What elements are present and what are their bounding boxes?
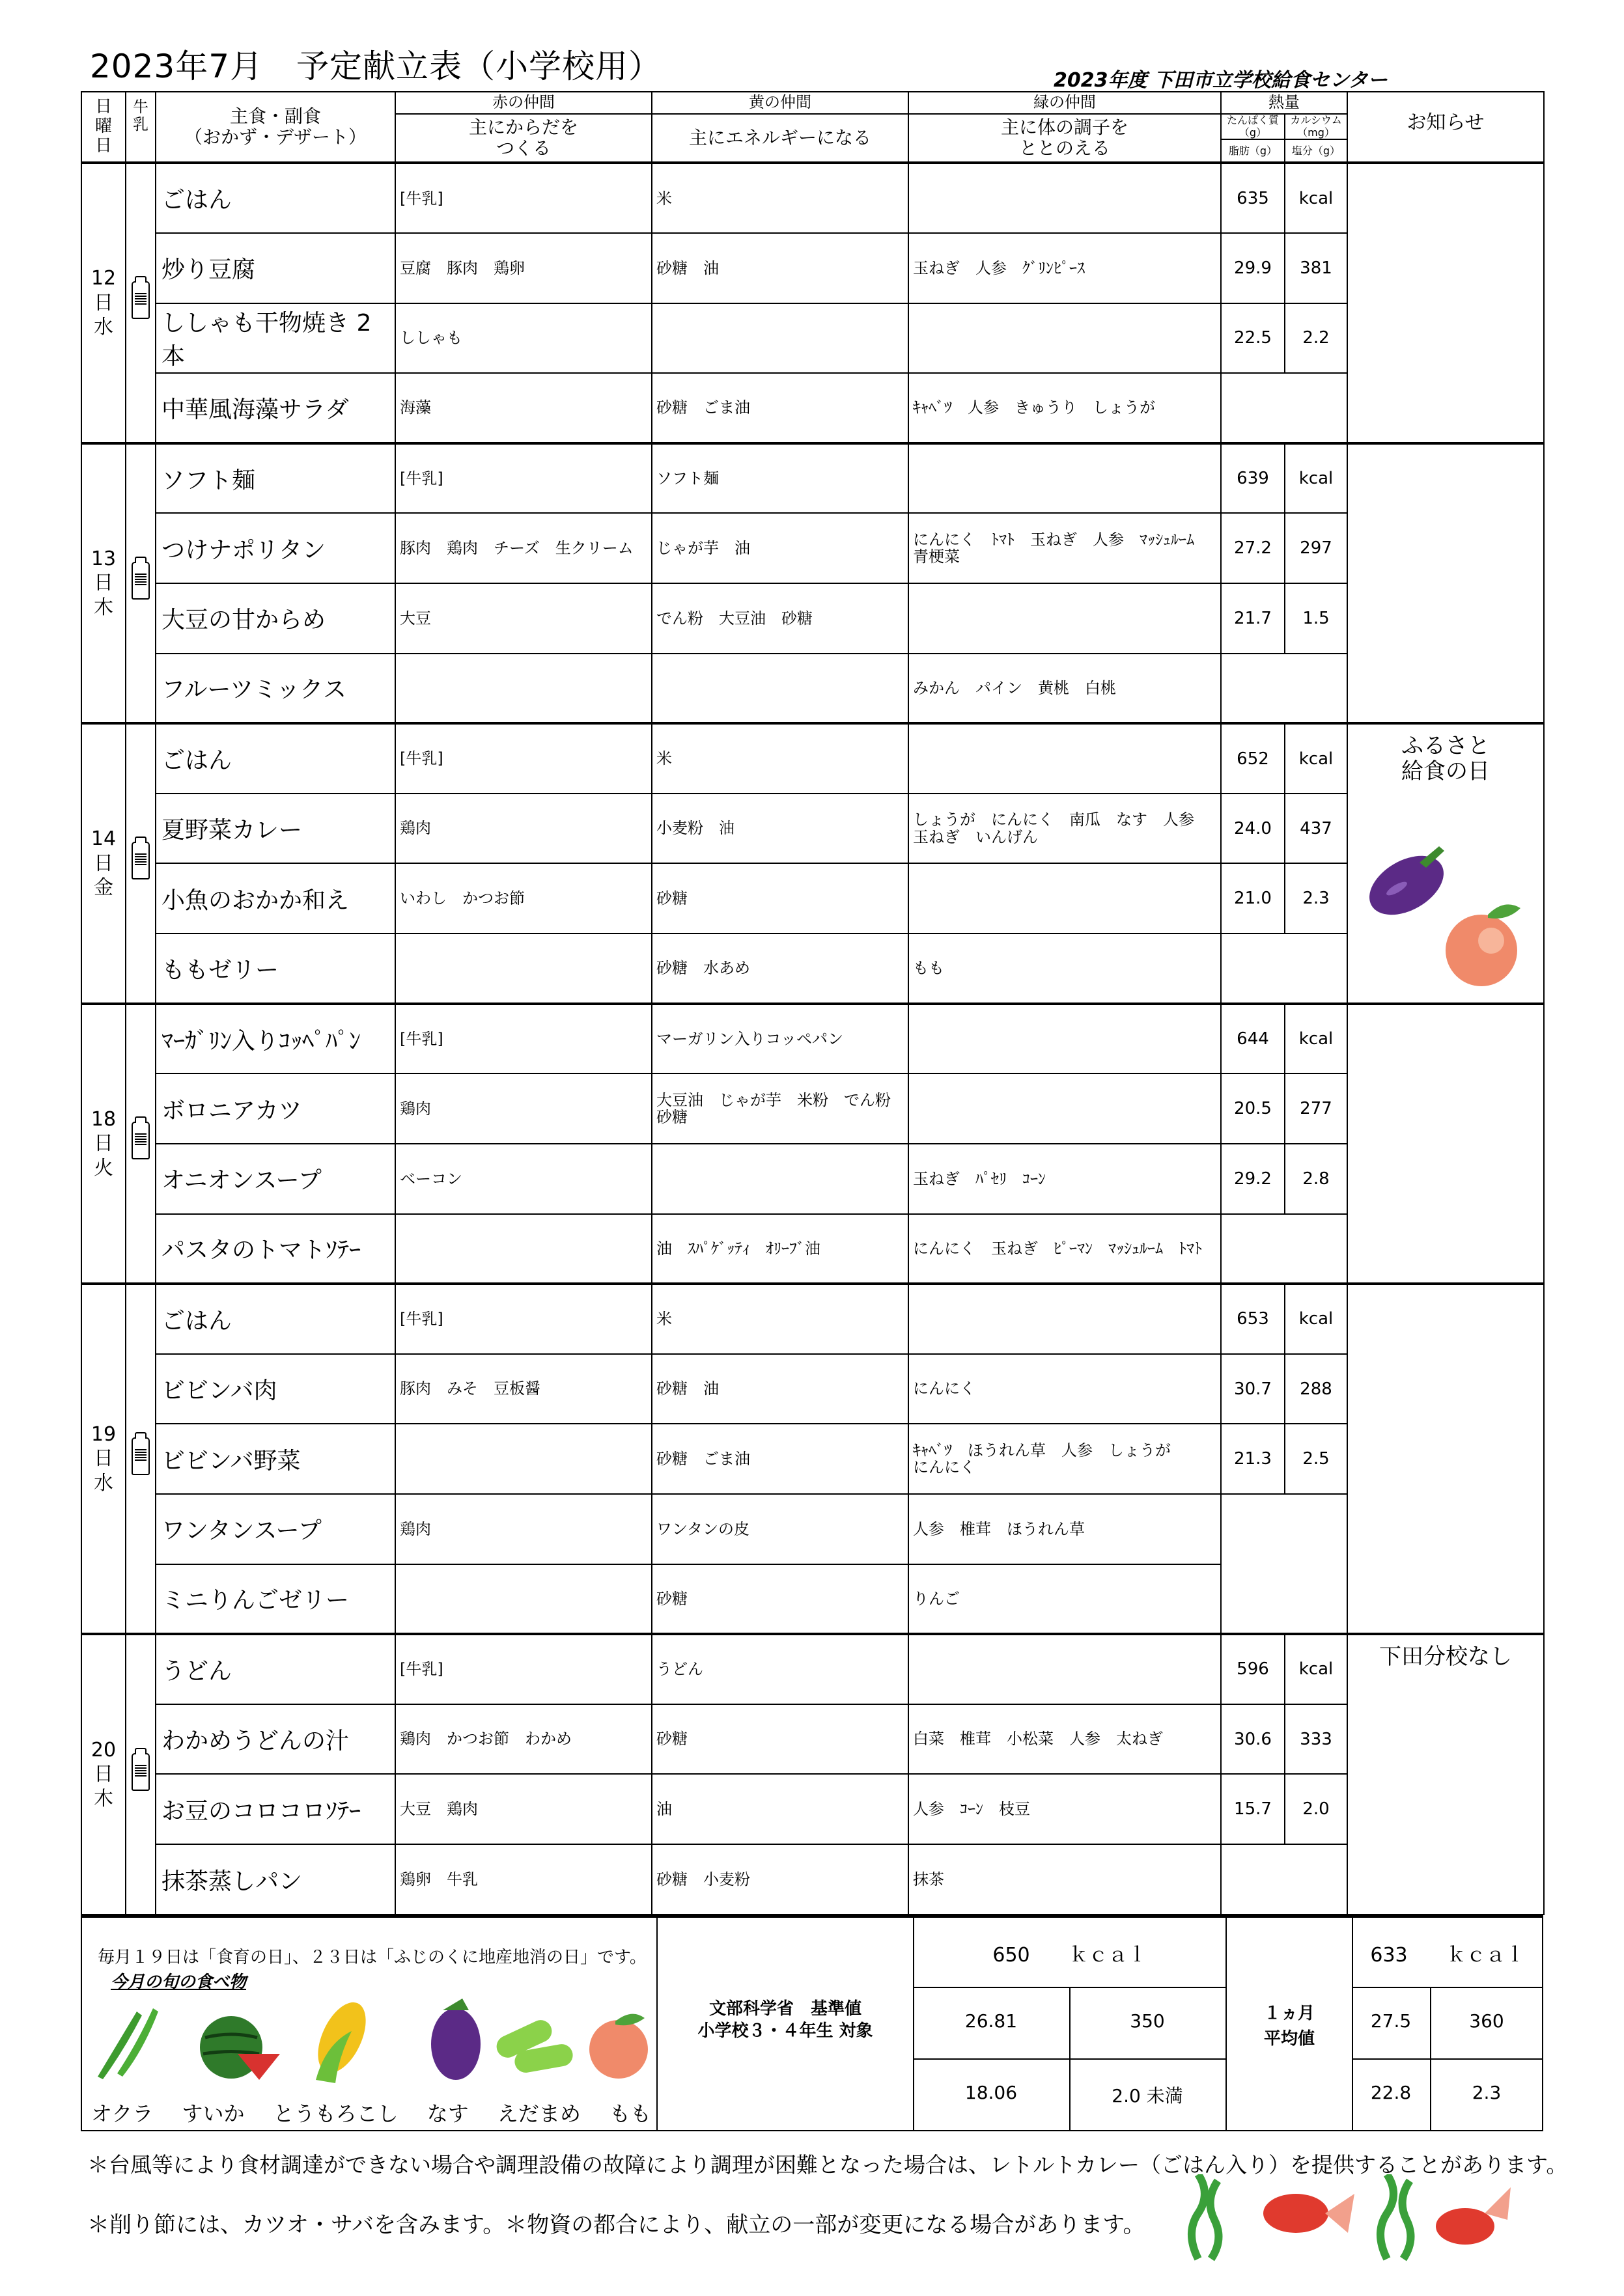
red-ingredients: [牛乳] — [395, 443, 652, 514]
protein-value: 27.2 — [1221, 513, 1285, 583]
green-ingredients: 玉ねぎ ﾊﾟｾﾘ ｺｰﾝ — [908, 1144, 1221, 1214]
dish-name: フルーツミックス — [156, 654, 395, 724]
food-label: とうもろこし — [273, 2101, 399, 2126]
dish-name: ビビンバ肉 — [156, 1354, 395, 1424]
dish-row — [81, 934, 1544, 1004]
dish-name: 夏野菜カレー — [156, 794, 395, 864]
yellow-ingredients: 小麦粉 油 — [652, 794, 908, 864]
dish-row — [81, 1774, 1544, 1844]
yellow-ingredients: 米 — [652, 163, 908, 233]
red-ingredients: 鶏肉 かつお節 わかめ — [395, 1704, 652, 1775]
yellow-ingredients: 大豆油 じゃが芋 米粉 でん粉 砂糖 — [652, 1073, 908, 1144]
milk-cell — [126, 443, 156, 723]
dish-row — [81, 1284, 1544, 1354]
green-ingredients: にんにく — [908, 1354, 1221, 1424]
protein-value: 20.5 — [1221, 1073, 1285, 1144]
nutrition-spacer — [1221, 654, 1347, 724]
dish-row — [81, 794, 1544, 864]
menu-table — [81, 91, 1545, 1915]
yellow-ingredients — [652, 1144, 908, 1214]
energy-value: 652 — [1221, 723, 1285, 794]
standard-label: 文部科学省 基準値 小学校３・４年生 対象 — [697, 1999, 873, 2041]
seaweed-icon — [1192, 2174, 1218, 2259]
red-ingredients: 大豆 鶏肉 — [395, 1774, 652, 1844]
dish-row — [81, 513, 1544, 583]
protein-value: 30.7 — [1221, 1354, 1285, 1424]
seaweed-icon — [1380, 2174, 1410, 2259]
salt-value: 2.0 — [1285, 1774, 1347, 1844]
energy-value: 644 — [1221, 1004, 1285, 1074]
red-ingredients: 海藻 — [395, 373, 652, 443]
dish-name: ももゼリー — [156, 934, 395, 1004]
energy-unit: kcal — [1285, 1004, 1347, 1074]
milk-bottle-icon — [132, 1437, 150, 1475]
nutrition-spacer — [1221, 934, 1347, 1004]
energy-unit: kcal — [1285, 723, 1347, 794]
salt-value: 2.5 — [1285, 1424, 1347, 1494]
red-ingredients: いわし かつお節 — [395, 863, 652, 934]
average-label: １ヵ月 平均値 — [1263, 2004, 1315, 2049]
note-curry: ＊台風等により食材調達ができない場合や調理設備の故障により調理が困難となった場合は、レトルトカレー（ごはん入り）を提供することがあります。 — [87, 2152, 1568, 2178]
yellow-ingredients — [652, 303, 908, 374]
goldfish-icon — [1436, 2187, 1511, 2245]
green-ingredients — [908, 1634, 1221, 1704]
red-ingredients: [牛乳] — [395, 1284, 652, 1354]
energy-value: 639 — [1221, 443, 1285, 514]
header-yellow-sub: 主にエネルギーになる — [652, 114, 908, 163]
seaweed-goldfish-illustration — [1179, 2174, 1517, 2265]
edamame-icon — [493, 2017, 574, 2075]
green-ingredients — [908, 1004, 1221, 1074]
red-ingredients: [牛乳] — [395, 1634, 652, 1704]
green-ingredients: 白菜 椎茸 小松菜 人参 太ねぎ — [908, 1704, 1221, 1775]
notice-cell — [1347, 443, 1544, 723]
calcium-value: 437 — [1285, 794, 1347, 864]
average-calcium: 360 — [1469, 2010, 1504, 2032]
dish-name: ししゃも干物焼き 2本 — [156, 303, 395, 374]
green-ingredients — [908, 723, 1221, 794]
dish-name: うどん — [156, 1634, 395, 1704]
nutrition-spacer — [1221, 1214, 1347, 1284]
header-salt: 塩分（g） — [1285, 139, 1347, 163]
milk-bottle-icon — [132, 842, 150, 879]
yellow-ingredients: 砂糖 油 — [652, 1354, 908, 1424]
header-milk-spacer — [126, 139, 156, 163]
calcium-value: 297 — [1285, 513, 1347, 583]
standard-fat: 18.06 — [964, 2082, 1018, 2103]
energy-value: 596 — [1221, 1634, 1285, 1704]
day-label: 13 日 木 — [81, 443, 126, 723]
green-ingredients: ｷｬﾍﾞﾂ 人参 きゅうり しょうが — [908, 373, 1221, 443]
average-salt: 2.3 — [1472, 2082, 1502, 2103]
energy-unit: kcal — [1285, 1634, 1347, 1704]
dish-name: 中華風海藻サラダ — [156, 373, 395, 443]
notice-cell — [1347, 1284, 1544, 1634]
header-day: 日 曜 日 — [81, 92, 126, 163]
protein-value: 24.0 — [1221, 794, 1285, 864]
day-label: 18 日 火 — [81, 1004, 126, 1284]
day-label: 14 日 金 — [81, 723, 126, 1003]
milk-bottle-icon — [132, 1122, 150, 1159]
energy-unit: kcal — [1285, 1284, 1347, 1354]
food-label: なす — [427, 2101, 469, 2126]
fat-value: 22.5 — [1221, 303, 1285, 374]
dish-name: お豆のコロコロｿﾃｰ — [156, 1774, 395, 1844]
header-calcium: カルシウム （mg） — [1285, 114, 1347, 139]
yellow-ingredients: 砂糖 小麦粉 — [652, 1844, 908, 1915]
yellow-ingredients: 油 ｽﾊﾟｹﾞｯﾃｨ ｵﾘｰﾌﾞ油 — [652, 1214, 908, 1284]
salt-value: 1.5 — [1285, 583, 1347, 654]
dish-row — [81, 163, 1544, 233]
milk-cell — [126, 1284, 156, 1634]
header-dish: 主食・副食 （おかず・デザート） — [156, 92, 395, 163]
nutrition-spacer — [1221, 1844, 1347, 1915]
watermelon-icon — [200, 2016, 280, 2080]
protein-value: 29.9 — [1221, 233, 1285, 303]
red-ingredients: 鶏肉 — [395, 1073, 652, 1144]
yellow-ingredients: 砂糖 — [652, 1704, 908, 1775]
green-ingredients — [908, 1284, 1221, 1354]
organization-name: 2023年度 下田市立学校給食センター — [1054, 69, 1388, 92]
red-ingredients: [牛乳] — [395, 723, 652, 794]
header-yellow-group: 黄の仲間 — [652, 92, 908, 114]
red-ingredients: 鶏肉 — [395, 794, 652, 864]
salt-value: 2.8 — [1285, 1144, 1347, 1214]
dish-name: ソフト麺 — [156, 443, 395, 514]
header-protein: たんぱく質 （g） — [1221, 114, 1285, 139]
average-energy: 633 ｋｃａｌ — [1370, 1944, 1525, 1967]
dish-name: つけナポリタン — [156, 513, 395, 583]
energy-unit: kcal — [1285, 443, 1347, 514]
yellow-ingredients: でん粉 大豆油 砂糖 — [652, 583, 908, 654]
yellow-ingredients: ワンタンの皮 — [652, 1494, 908, 1564]
yellow-ingredients — [652, 654, 908, 724]
dish-name: ボロニアカツ — [156, 1073, 395, 1144]
peach-icon — [1446, 904, 1520, 986]
green-ingredients: にんにく 玉ねぎ ﾋﾟｰﾏﾝ ﾏｯｼｭﾙｰﾑ ﾄﾏﾄ — [908, 1214, 1221, 1284]
dish-row — [81, 1214, 1544, 1284]
milk-cell — [126, 1634, 156, 1915]
food-label: オクラ — [91, 2101, 154, 2126]
fat-value: 21.0 — [1221, 863, 1285, 934]
dish-row — [81, 443, 1544, 514]
red-ingredients: 鶏卵 牛乳 — [395, 1844, 652, 1915]
yellow-ingredients: うどん — [652, 1634, 908, 1704]
green-ingredients: しょうが にんにく 南瓜 なす 人参 玉ねぎ いんげん — [908, 794, 1221, 864]
milk-cell — [126, 723, 156, 1003]
yellow-ingredients: 砂糖 — [652, 1564, 908, 1635]
yellow-ingredients: 砂糖 ごま油 — [652, 1424, 908, 1494]
yellow-ingredients: 砂糖 水あめ — [652, 934, 908, 1004]
red-ingredients — [395, 654, 652, 724]
header-red-group: 赤の仲間 — [395, 92, 652, 114]
dish-row — [81, 863, 1544, 934]
eggplant-peach-illustration — [1361, 837, 1530, 993]
calcium-value: 288 — [1285, 1354, 1347, 1424]
header-red-sub: 主にからだを つくる — [395, 114, 652, 163]
notice-cell: ふるさと 給食の日 — [1347, 723, 1544, 1003]
peach-icon — [589, 2014, 648, 2079]
dish-row — [81, 303, 1544, 374]
dish-name: 大豆の甘からめ — [156, 583, 395, 654]
yellow-ingredients: 砂糖 — [652, 863, 908, 934]
red-ingredients — [395, 1564, 652, 1635]
red-ingredients: 大豆 — [395, 583, 652, 654]
green-ingredients — [908, 163, 1221, 233]
dish-name: オニオンスープ — [156, 1144, 395, 1214]
standard-protein: 26.81 — [964, 2010, 1018, 2032]
green-ingredients: もも — [908, 934, 1221, 1004]
energy-value: 635 — [1221, 163, 1285, 233]
food-label: もも — [609, 2101, 651, 2126]
yellow-ingredients: 米 — [652, 723, 908, 794]
seasonal-title: 今月の旬の食べ物 — [111, 1972, 247, 1992]
dish-name: 小魚のおかか和え — [156, 863, 395, 934]
green-ingredients: にんにく ﾄﾏﾄ 玉ねぎ 人参 ﾏｯｼｭﾙｰﾑ 青梗菜 — [908, 513, 1221, 583]
note-allergens: ＊削り節には、カツオ・サバを含みます。＊物資の都合により、献立の一部が変更になる場合があります。 — [87, 2212, 1145, 2238]
red-ingredients: 豚肉 みそ 豆板醤 — [395, 1354, 652, 1424]
dish-row — [81, 1494, 1544, 1564]
dish-name: 抹茶蒸しパン — [156, 1844, 395, 1915]
fat-value: 21.7 — [1221, 583, 1285, 654]
calcium-value: 381 — [1285, 233, 1347, 303]
dish-name: パスタのトマトｿﾃｰ — [156, 1214, 395, 1284]
green-ingredients — [908, 863, 1221, 934]
dish-row — [81, 654, 1544, 724]
dish-name: ビビンバ野菜 — [156, 1424, 395, 1494]
red-ingredients: 鶏肉 — [395, 1494, 652, 1564]
green-ingredients — [908, 583, 1221, 654]
red-ingredients: ベーコン — [395, 1144, 652, 1214]
yellow-ingredients: 米 — [652, 1284, 908, 1354]
standard-calcium: 350 — [1130, 2010, 1165, 2032]
okra-icon — [98, 2008, 158, 2079]
corn-icon — [308, 1995, 375, 2083]
dish-row — [81, 1424, 1544, 1494]
dish-row — [81, 583, 1544, 654]
calcium-value: 277 — [1285, 1073, 1347, 1144]
green-ingredients: みかん パイン 黄桃 白桃 — [908, 654, 1221, 724]
red-ingredients — [395, 1424, 652, 1494]
seasonal-food-labels — [91, 2097, 651, 2127]
green-ingredients: りんご — [908, 1564, 1221, 1635]
header-nutrition: 熱量 — [1221, 92, 1347, 114]
yellow-ingredients: じゃが芋 油 — [652, 513, 908, 583]
header-fat: 脂肪（g） — [1221, 139, 1285, 163]
eggplant-icon — [1361, 844, 1454, 927]
header-green-sub: 主に体の調子を ととのえる — [908, 114, 1221, 163]
green-ingredients: 人参 椎茸 ほうれん草 — [908, 1494, 1221, 1564]
dish-name: ﾏｰｶﾞﾘﾝ入りｺｯﾍﾟﾊﾟﾝ — [156, 1004, 395, 1074]
green-ingredients — [908, 443, 1221, 514]
dish-row — [81, 1634, 1544, 1704]
dish-row — [81, 1144, 1544, 1214]
green-ingredients: 玉ねぎ 人参 ｸﾞﾘﾝﾋﾟｰｽ — [908, 233, 1221, 303]
day-label: 12 日 水 — [81, 163, 126, 443]
red-ingredients: 豚肉 鶏肉 チーズ 生クリーム — [395, 513, 652, 583]
milk-bottle-icon — [132, 1753, 150, 1791]
dish-name: ごはん — [156, 163, 395, 233]
yellow-ingredients: 油 — [652, 1774, 908, 1844]
day-label: 19 日 水 — [81, 1284, 126, 1634]
red-ingredients: [牛乳] — [395, 1004, 652, 1074]
header-notice: お知らせ — [1347, 92, 1544, 163]
dish-name: ごはん — [156, 1284, 395, 1354]
red-ingredients: [牛乳] — [395, 163, 652, 233]
goldfish-icon — [1263, 2194, 1354, 2233]
red-ingredients: ししゃも — [395, 303, 652, 374]
yellow-ingredients: 砂糖 油 — [652, 233, 908, 303]
green-ingredients: 人参 ｺｰﾝ 枝豆 — [908, 1774, 1221, 1844]
fat-value: 29.2 — [1221, 1144, 1285, 1214]
salt-value: 2.2 — [1285, 303, 1347, 374]
average-protein: 27.5 — [1370, 2010, 1412, 2032]
dish-row — [81, 373, 1544, 443]
dish-row — [81, 233, 1544, 303]
page-title: 2023年7月 予定献立表（小学校用） — [90, 48, 662, 85]
seasonal-foods-illustration — [91, 1992, 651, 2083]
dish-name: ワンタンスープ — [156, 1494, 395, 1564]
dish-name: わかめうどんの汁 — [156, 1704, 395, 1775]
food-label: えだまめ — [497, 2101, 581, 2126]
milk-cell — [126, 1004, 156, 1284]
protein-value: 30.6 — [1221, 1704, 1285, 1775]
yellow-ingredients: ソフト麺 — [652, 443, 908, 514]
header-green-group: 緑の仲間 — [908, 92, 1221, 114]
fat-value: 15.7 — [1221, 1774, 1285, 1844]
average-fat: 22.8 — [1370, 2082, 1412, 2103]
food-day-info: 毎月１９日は「食育の日」、２３日は「ふじのくに地産地消の日」です。 — [98, 1948, 647, 1967]
dish-name: 炒り豆腐 — [156, 233, 395, 303]
dish-row — [81, 1844, 1544, 1915]
standard-salt: 2.0 未満 — [1112, 2085, 1183, 2107]
dish-row — [81, 1354, 1544, 1424]
yellow-ingredients: マーガリン入りコッペパン — [652, 1004, 908, 1074]
notice-cell — [1347, 1004, 1544, 1284]
fat-value: 21.3 — [1221, 1424, 1285, 1494]
energy-value: 653 — [1221, 1284, 1285, 1354]
milk-bottle-icon — [132, 562, 150, 600]
green-ingredients: ｷｬﾍﾞﾂ ほうれん草 人参 しょうが にんにく — [908, 1424, 1221, 1494]
notice-cell: 下田分校なし — [1347, 1634, 1544, 1915]
day-label: 20 日 木 — [81, 1634, 126, 1915]
nutrition-spacer — [1221, 373, 1347, 443]
dish-name: ミニりんごゼリー — [156, 1564, 395, 1635]
food-label: すいか — [182, 2101, 245, 2126]
dish-name: ごはん — [156, 723, 395, 794]
dish-row — [81, 1704, 1544, 1775]
calcium-value: 333 — [1285, 1704, 1347, 1775]
header-milk: 牛 乳 — [126, 92, 156, 139]
yellow-ingredients: 砂糖 ごま油 — [652, 373, 908, 443]
milk-bottle-icon — [132, 281, 150, 319]
energy-unit: kcal — [1285, 163, 1347, 233]
red-ingredients — [395, 1214, 652, 1284]
eggplant-icon — [431, 1999, 481, 2080]
notice-cell — [1347, 163, 1544, 443]
salt-value: 2.3 — [1285, 863, 1347, 934]
nutrition-spacer — [1221, 1494, 1347, 1634]
dish-row — [81, 723, 1544, 794]
green-ingredients — [908, 1073, 1221, 1144]
red-ingredients — [395, 934, 652, 1004]
green-ingredients — [908, 303, 1221, 374]
dish-row — [81, 1004, 1544, 1074]
standard-energy: 650 ｋｃａｌ — [992, 1944, 1147, 1967]
green-ingredients: 抹茶 — [908, 1844, 1221, 1915]
dish-row — [81, 1073, 1544, 1144]
red-ingredients: 豆腐 豚肉 鶏卵 — [395, 233, 652, 303]
milk-cell — [126, 163, 156, 443]
